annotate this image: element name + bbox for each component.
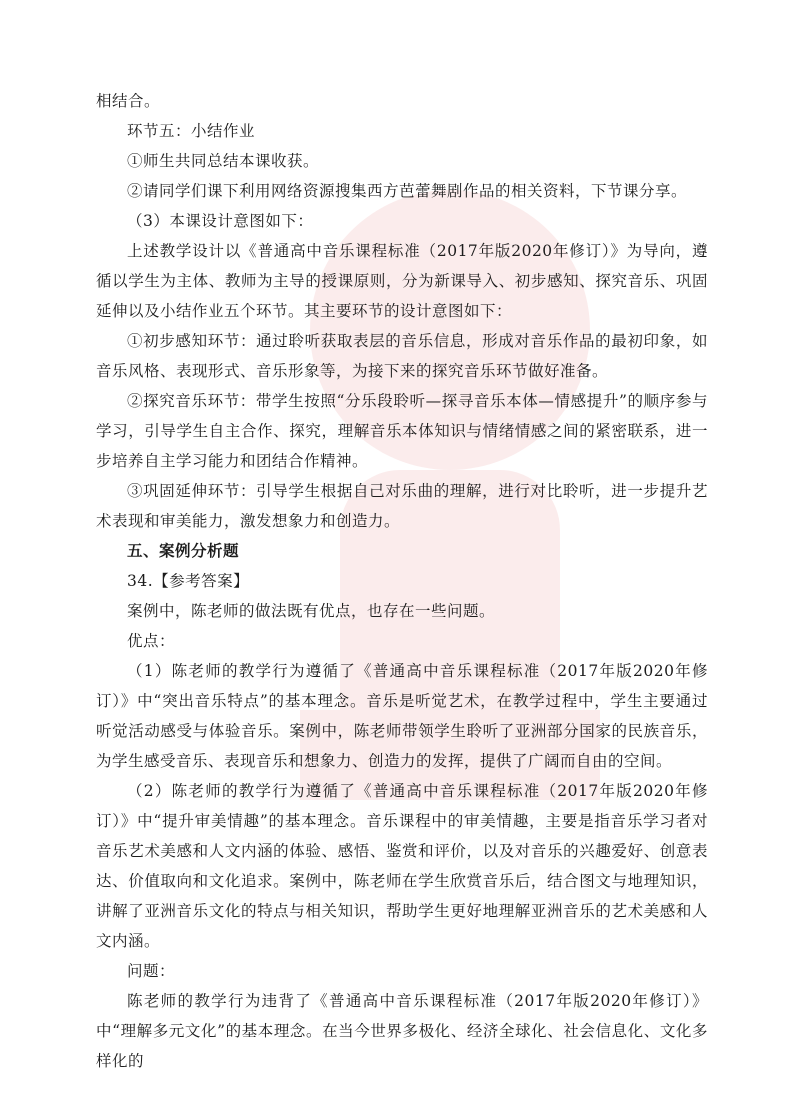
section-heading-case-analysis: 五、案例分析题 xyxy=(127,541,240,560)
paragraph: ②探究音乐环节：带学生按照“分乐段聆听—探寻音乐本体—情感提升”的顺序参与学习，引导学生自主合作、探究，理解音乐本体知识与情绪情感之间的紧密联系，进一步培养自主学习能力和团结合作精神。 xyxy=(96,392,708,470)
paragraph: （2）陈老师的教学行为遵循了《普通高中音乐课程标准（2017年版2020年修订）》中“提升审美情趣”的基本理念。音乐课程中的审美情趣，主要是指音乐学习者对音乐艺术美感和人文内涵的体验、感悟、鉴赏和评价，以及对音乐的兴趣爱好、创意表达、价值取向和文化追求。案例中，陈老师在学生欣赏音乐后，结合图文与地理知识，讲解了亚洲音乐文化的特点与相关知识，帮助学生更好地理解亚洲音乐的艺术美感和人文内涵。 xyxy=(96,782,708,950)
paragraph: 上述教学设计以《普通高中音乐课程标准（2017年版2020年修订）》为导向，遵循以学生为主体、教师为主导的授课原则，分为新课导入、初步感知、探究音乐、巩固延伸以及小结作业五个环节。其主要环节的设计意图如下： xyxy=(96,242,708,320)
paragraph: （1）陈老师的教学行为遵循了《普通高中音乐课程标准（2017年版2020年修订）》中“突出音乐特点”的基本理念。音乐是听觉艺术，在教学过程中，学生主要通过听觉活动感受与体验音乐。案例中，陈老师带领学生聆听了亚洲部分国家的民族音乐，为学生感受音乐、表现音乐和想象力、创造力的发挥，提供了广阔而自由的空间。 xyxy=(96,662,708,770)
paragraph: ①师生共同总结本课收获。 xyxy=(127,152,320,170)
paragraph: （3）本课设计意图如下： xyxy=(127,212,314,230)
answer-label: 34.【参考答案】 xyxy=(127,572,250,590)
document-page xyxy=(96,86,708,1076)
paragraph: 相结合。 xyxy=(96,92,161,110)
paragraph: 陈老师的教学行为违背了《普通高中音乐课程标准（2017年版2020年修订）》中“理解多元文化”的基本理念。在当今世界多极化、经济全球化、社会信息化、文化多样化的 xyxy=(96,992,708,1070)
paragraph: 案例中，陈老师的做法既有优点，也存在一些问题。 xyxy=(127,602,496,620)
paragraph: ①初步感知环节：通过聆听获取表层的音乐信息，形成对音乐作品的最初印象，如音乐风格、表现形式、音乐形象等，为接下来的探究音乐环节做好准备。 xyxy=(96,332,708,380)
paragraph: 问题： xyxy=(127,962,176,980)
section-heading-step5: 环节五：小结作业 xyxy=(127,122,256,140)
paragraph: ③巩固延伸环节：引导学生根据自己对乐曲的理解，进行对比聆听，进一步提升艺术表现和审美能力，激发想象力和创造力。 xyxy=(96,482,708,530)
paragraph: 优点： xyxy=(127,632,176,650)
paragraph: ②请同学们课下利用网络资源搜集西方芭蕾舞剧作品的相关资料，下节课分享。 xyxy=(127,182,688,200)
